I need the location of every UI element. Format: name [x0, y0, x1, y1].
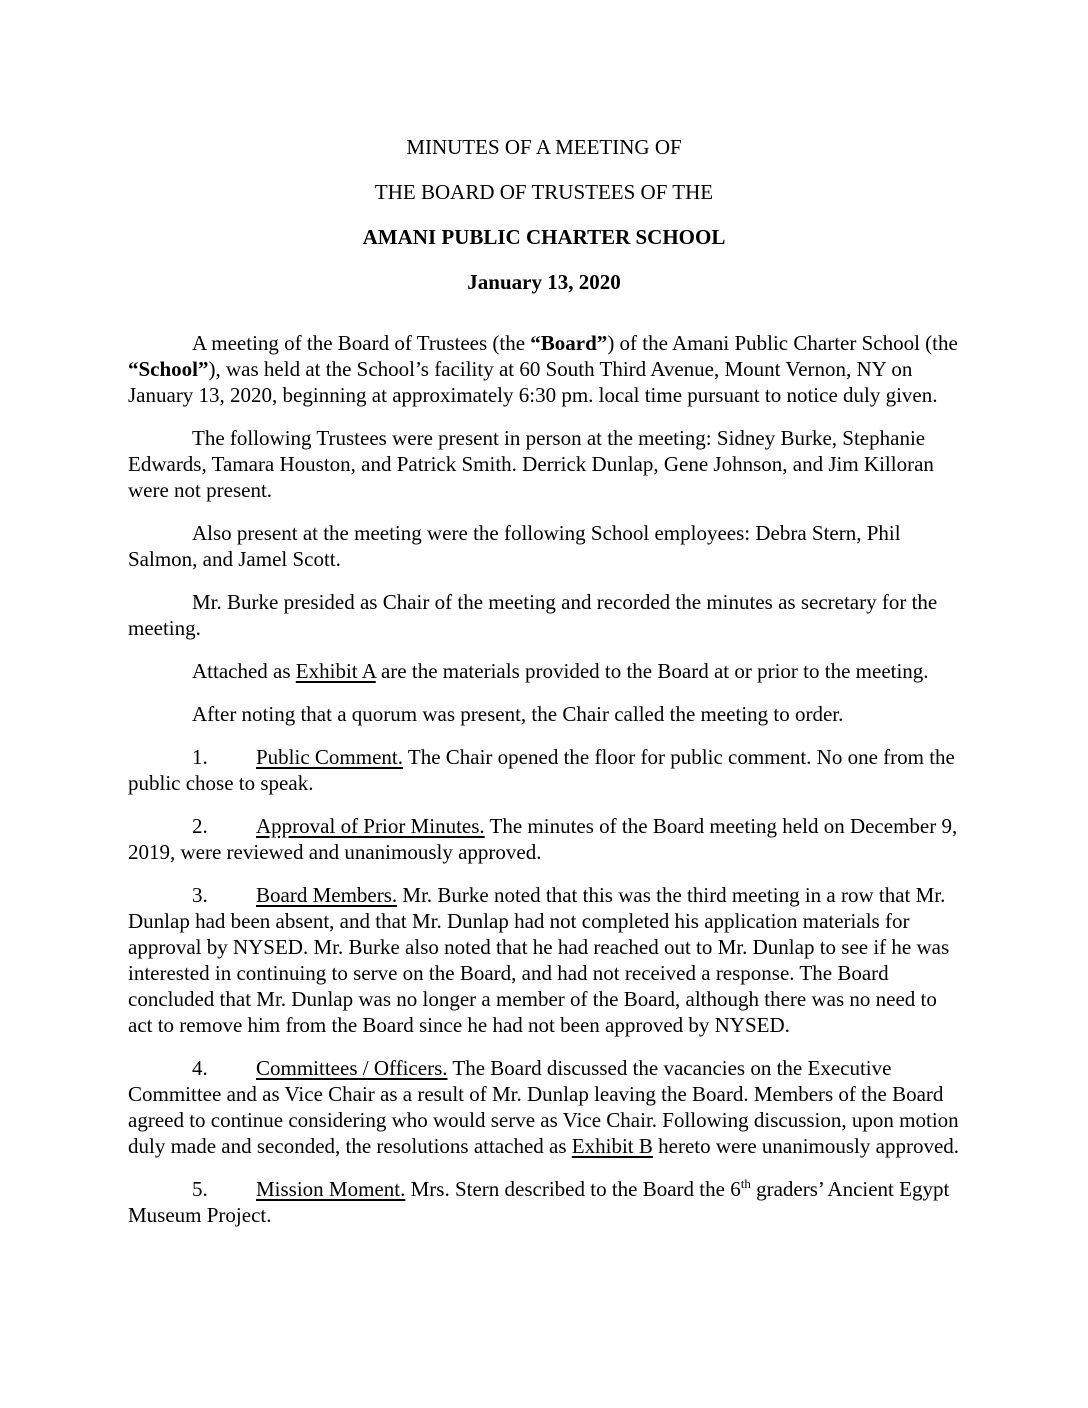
header-line-school: AMANI PUBLIC CHARTER SCHOOL: [362, 225, 726, 249]
paragraph-chair: Mr. Burke presided as Chair of the meeting and recorded the minutes as secretary for the meeting.: [128, 590, 938, 640]
header-line-meeting: MINUTES OF A MEETING OF: [406, 135, 682, 159]
item-5-text: graders’ Ancient Egypt Museum Project.: [128, 1177, 950, 1227]
item-3-heading: Board Members.: [256, 883, 398, 907]
item-1-text: The Chair opened the floor for public comment. No one from the public chose to speak.: [128, 745, 955, 795]
item-1-heading: Public Comment.: [256, 745, 403, 769]
item-4-number: 4.: [192, 1056, 208, 1080]
paragraph-employees-present: Also present at the meeting were the following School employees: Debra Stern, Phil Salmon, and Jamel Scott.: [128, 521, 901, 571]
intro-text: ) of the Amani Public Charter School (the: [607, 331, 958, 355]
item-3-number: 3.: [192, 883, 208, 907]
item-1-public-comment: [128, 744, 960, 796]
item-4-committees-officers: [128, 1055, 960, 1159]
item-5-mission-moment: [128, 1176, 960, 1228]
exhibit-a-ref: Exhibit A: [295, 659, 376, 683]
item-4-text: The Board discussed the vacancies on the Executive Committee and as Vice Chair as a result of Mr. Dunlap leaving the Board. Members of the Board agreed to continue considering who would serve as Vice Chair. Following discussion, upon motion duly made and seconded, the resolutions attached as: [128, 1056, 959, 1158]
intro-text: ), was held at the School’s facility at 60 South Third Avenue, Mount Vernon, NY on January 13, 2020, beginning at approximately 6:30 pm. local time pursuant to notice duly given.: [128, 357, 938, 407]
paragraph-intro: [128, 330, 960, 408]
item-5-number: 5.: [192, 1177, 208, 1201]
document-body: [128, 330, 960, 1228]
item-2-number: 2.: [192, 814, 208, 838]
intro-board-term: “Board”: [530, 331, 608, 355]
item-3-text: Mr. Burke noted that this was the third meeting in a row that Mr. Dunlap had been absent, and that Mr. Dunlap had not completed his application materials for approval by NYSED. Mr. Burke also noted that he had reached out to Mr. Dunlap to see if he was interested in continuing to serve on the Board, and had not received a response. The Board concluded that Mr. Dunlap was no longer a member of the Board, although there was no need to act to remove him from the Board since he had not been approved by NYSED.: [128, 883, 950, 1037]
paragraph-trustees-present: The following Trustees were present in person at the meeting: Sidney Burke, Stephanie Edwards, Tamara Houston, and Patrick Smith. Derrick Dunlap, Gene Johnson, and Jim Killoran were not present.: [128, 426, 934, 502]
paragraph-exhibit-a: [128, 658, 960, 684]
item-5-ordinal-suffix: th: [740, 1176, 751, 1191]
header-line-date: January 13, 2020: [467, 270, 621, 294]
header-line-board: THE BOARD OF TRUSTEES OF THE: [374, 180, 714, 204]
paragraph-quorum: After noting that a quorum was present, the Chair called the meeting to order.: [192, 702, 844, 726]
item-4-exhibit-b-ref: Exhibit B: [571, 1134, 653, 1158]
intro-school-term: “School”: [128, 357, 209, 381]
document-header: [128, 134, 960, 295]
item-3-board-members: [128, 882, 960, 1038]
item-2-text: The minutes of the Board meeting held on December 9, 2019, were reviewed and unanimously approved.: [128, 814, 958, 864]
item-5-heading: Mission Moment.: [256, 1177, 406, 1201]
exhibit-a-text: are the materials provided to the Board at or prior to the meeting.: [375, 659, 929, 683]
item-2-approval-of-prior-minutes: [128, 813, 960, 865]
item-5-text: Mrs. Stern described to the Board the 6: [405, 1177, 741, 1201]
item-4-heading: Committees / Officers.: [256, 1056, 448, 1080]
intro-text: A meeting of the Board of Trustees (the: [192, 331, 531, 355]
item-4-text: hereto were unanimously approved.: [652, 1134, 960, 1158]
exhibit-a-text: Attached as: [192, 659, 296, 683]
item-1-number: 1.: [192, 745, 208, 769]
item-2-heading: Approval of Prior Minutes.: [256, 814, 485, 838]
